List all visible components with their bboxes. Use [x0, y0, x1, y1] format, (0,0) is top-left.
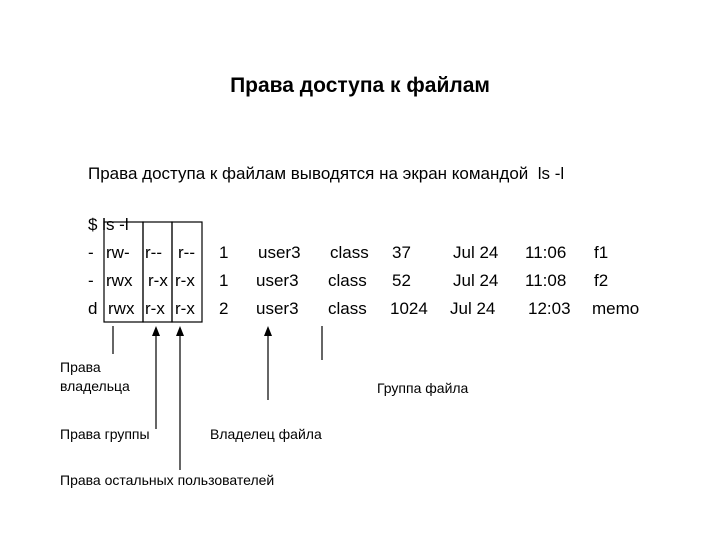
- file-type: d: [88, 299, 98, 318]
- owner-user: user3: [256, 271, 299, 290]
- owner-group: class: [328, 299, 367, 318]
- other-perms-box: [172, 222, 202, 322]
- file-group-caption: Группа файла: [377, 380, 469, 396]
- file-name: f2: [594, 271, 609, 290]
- group-perms-box: [143, 222, 172, 322]
- owner-rights-caption: Права владельца: [60, 359, 130, 394]
- other-perms: r-x: [175, 299, 195, 318]
- other-perms: r-x: [175, 271, 195, 290]
- mod-date: Jul 24: [453, 271, 499, 290]
- file-size: 37: [392, 243, 411, 262]
- link-count: 1: [219, 243, 229, 262]
- owner-group: class: [330, 243, 369, 262]
- other-rights-caption: Права остальных пользователей: [60, 472, 275, 488]
- link-count: 1: [219, 271, 229, 290]
- mod-date: Jul 24: [450, 299, 496, 318]
- file-size: 1024: [390, 299, 428, 318]
- other-perms: r--: [178, 243, 195, 262]
- group-perms: r-x: [148, 271, 168, 290]
- group-perms: r--: [145, 243, 162, 262]
- mod-time: 11:08: [525, 271, 567, 290]
- owner-group: class: [328, 271, 367, 290]
- group-rights-caption: Права группы: [60, 426, 150, 442]
- file-owner-caption: Владелец файла: [210, 426, 322, 442]
- owner-perms: rwx: [106, 271, 133, 290]
- link-count: 2: [219, 299, 229, 318]
- owner-perms-box: [104, 222, 143, 322]
- file-type: -: [88, 271, 94, 290]
- mod-time: 11:06: [525, 243, 567, 262]
- owner-perms: rw-: [106, 243, 130, 262]
- intro-text: Права доступа к файлам выводятся на экран командой ls -l: [88, 164, 565, 183]
- file-size: 52: [392, 271, 411, 290]
- file-name: memo: [592, 299, 640, 318]
- file-name: f1: [594, 243, 609, 262]
- mod-time: 12:03: [528, 299, 571, 318]
- owner-user: user3: [258, 243, 301, 262]
- group-perms: r-x: [145, 299, 165, 318]
- permission-boxes: [104, 222, 202, 322]
- owner-user: user3: [256, 299, 299, 318]
- file-type: -: [88, 243, 94, 262]
- mod-date: Jul 24: [453, 243, 499, 262]
- slide-title: Права доступа к файлам: [230, 74, 490, 97]
- owner-perms: rwx: [108, 299, 135, 318]
- command-line: $ ls -l: [88, 215, 129, 234]
